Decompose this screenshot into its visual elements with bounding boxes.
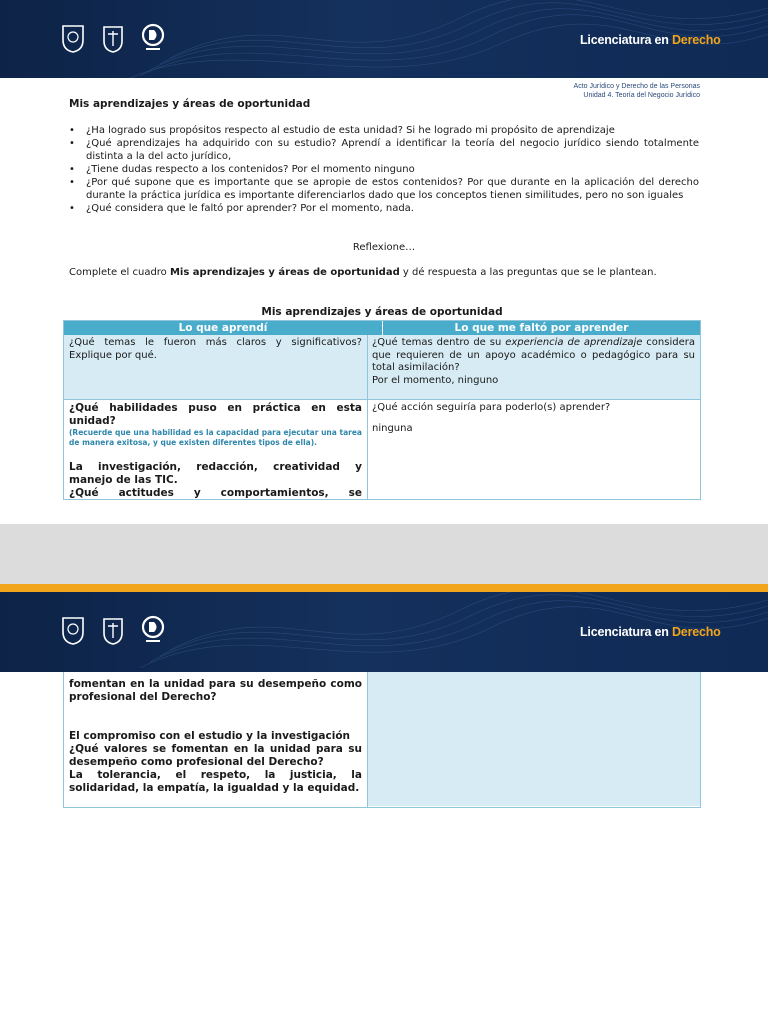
table-title: Mis aprendizajes y áreas de oportunidad: [261, 306, 503, 318]
r1-right-answer: Por el momento, ninguno: [372, 374, 499, 386]
program-title-prefix: Licenciatura en: [580, 33, 669, 47]
table-divider: [367, 335, 368, 499]
table-divider: [64, 399, 700, 400]
list-item: • ¿Qué considera que le faltó por aprender? Por el momento, nada.: [69, 202, 699, 215]
r2-left-question: ¿Qué habilidades puso en práctica en esta unidad?: [69, 402, 362, 427]
program-title: [580, 625, 721, 639]
program-title-prefix: Licenciatura en: [580, 625, 669, 639]
r2-left-answer: La investigación, redacción, creatividad y manejo de las TIC.: [69, 461, 362, 486]
table-cell: [64, 400, 367, 499]
table-cell: [367, 400, 700, 499]
table-cell: [64, 672, 367, 806]
unam-seal-icon: [60, 614, 86, 646]
table-cell: [367, 335, 700, 399]
unam-seal-icon: [60, 22, 86, 54]
instruction-text: [69, 267, 657, 278]
ead-logo-icon: [140, 614, 166, 646]
list-item: • ¿Ha logrado sus propósitos respecto al estudio de esta unidad? Si he logrado mi propósito de aprendizaje: [69, 124, 699, 137]
section-title: Mis aprendizajes y áreas de oportunidad: [69, 98, 311, 110]
r1-right-em: experiencia de aprendizaje: [505, 337, 643, 348]
page-header-banner: [0, 0, 768, 78]
page-separator: [0, 584, 768, 592]
list-item: • ¿Por qué supone que es importante que se apropie de estos contenidos? Por que durante en la aplicación del derecho durante la práctica jurídica es importante diferenciarlos dado que los conceptos tienen similitudes, pero no son iguales: [69, 176, 699, 202]
column-header-learned: Lo que aprendí: [64, 321, 382, 335]
instruction-before: Complete el cuadro: [69, 267, 170, 278]
program-title: [580, 33, 721, 47]
table-cell: [368, 672, 700, 806]
program-title-accent: Derecho: [671, 33, 721, 47]
p2-continued-question: fomentan en la unidad para su desempeño como profesional del Derecho?: [69, 678, 362, 703]
learning-table-continued: [63, 672, 701, 808]
r1-right-a: ¿Qué temas dentro de su: [372, 337, 506, 348]
instruction-after: y dé respuesta a las preguntas que se le plantean.: [399, 267, 657, 278]
questions-list: [69, 124, 699, 215]
unit-name: Unidad 4. Teoría del Negocio Jurídico: [583, 92, 700, 99]
column-header-missing: Lo que me faltó por aprender: [383, 321, 700, 335]
p2-values-question: ¿Qué valores se fomentan en la unidad para su desempeño como profesional del Derecho?: [69, 743, 362, 768]
p2-answer-attitudes: El compromiso con el estudio y la investigación: [69, 730, 351, 742]
page-header-banner-2: [0, 592, 768, 672]
program-title-accent: Derecho: [671, 625, 721, 639]
table-divider: [367, 672, 368, 807]
page-gap: [0, 524, 768, 584]
instruction-bold: Mis aprendizajes y áreas de oportunidad: [169, 267, 400, 278]
table-cell: [64, 335, 367, 399]
r1-right-b: considera que requieren de un apoyo académico o pedagógico para su total asimilación?: [372, 337, 695, 373]
p2-answer-values: La tolerancia, el respeto, la justicia, la solidaridad, la empatía, la igualdad y la equidad.: [69, 769, 362, 794]
list-item: • ¿Qué aprendizajes ha adquirido con su estudio? Aprendí a identificar la teoría del negocio jurídico siendo totalmente distinta a la del acto jurídico,: [69, 137, 699, 163]
course-name: Acto Jurídico y Derecho de las Personas: [573, 83, 700, 90]
derecho-shield-icon: [100, 614, 126, 646]
r2-right-answer: ninguna: [372, 422, 413, 434]
ead-logo-icon: [140, 22, 166, 54]
list-item: • ¿Tiene dudas respecto a los contenidos? Por el momento ninguno: [69, 163, 699, 176]
derecho-shield-icon: [100, 22, 126, 54]
r2-left-hint: (Recuerde que una habilidad es la capacidad para ejecutar una tarea de manera exitosa, y que existen diferentes tipos de ella).: [69, 428, 362, 447]
learning-table: [63, 320, 701, 500]
r2-left-next-question: ¿Qué actitudes y comportamientos, se: [69, 487, 362, 499]
r1-left-text: ¿Qué temas le fueron más claros y significativos? Explique por qué.: [69, 337, 362, 361]
r2-right-question: ¿Qué acción seguiría para poderlo(s) aprender?: [372, 402, 611, 413]
course-info: [574, 82, 700, 100]
reflexione-text: Reflexione…: [352, 242, 416, 253]
